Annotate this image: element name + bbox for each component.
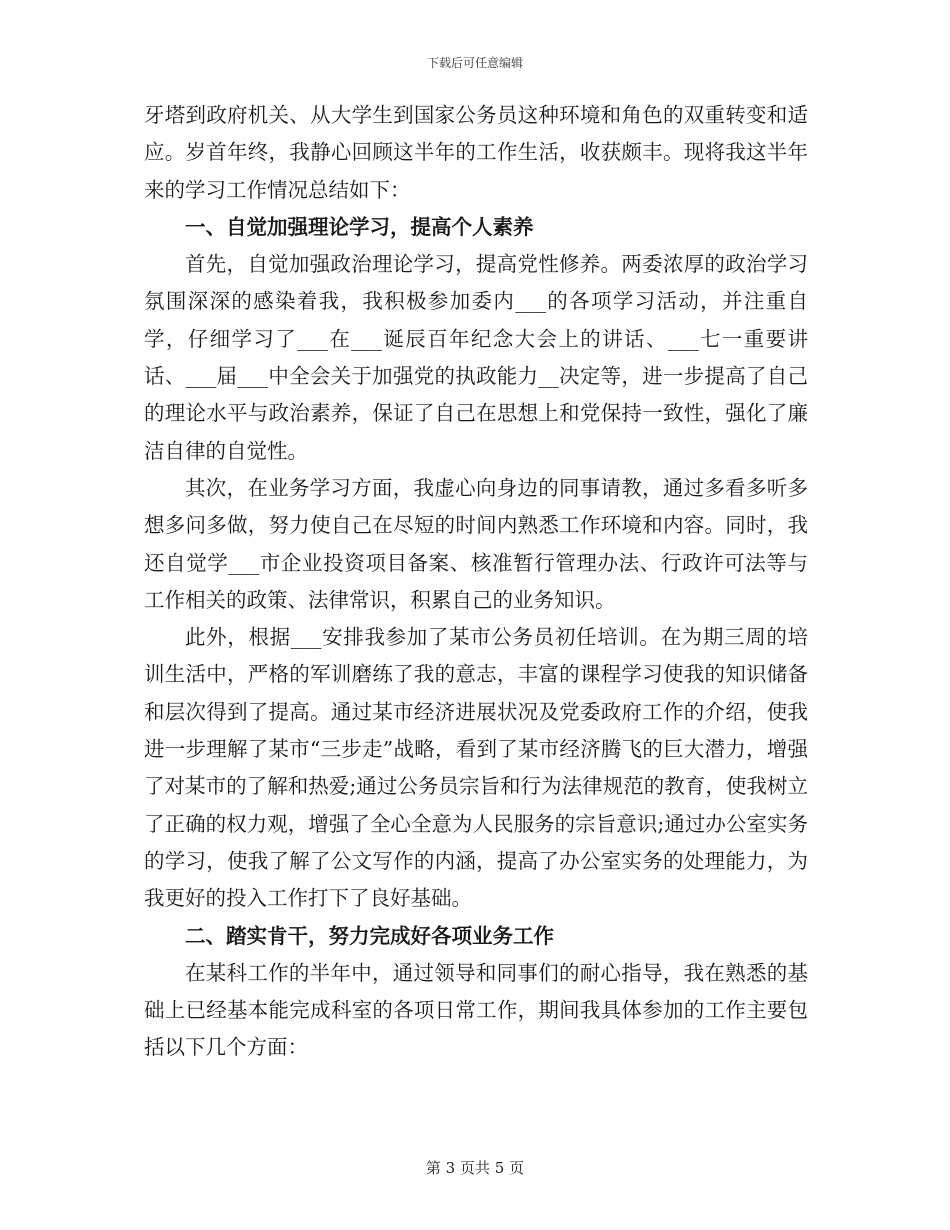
paragraph-political-study: 首先，自觉加强政治理论学习，提高党性修养。两委浓厚的政治学习氛围深深的感染着我，我积极参加委内___的各项学习活动，并注重自学，仔细学习了___在___诞辰百年纪念大会上的讲话、___七一重要讲话、___届___中全会关于加强党的执政能力__决定等，进一步提高了自己的理论水平与政治素养，保证了自己在思想上和党保持一致性，强化了廉洁自律的自觉性。 <box>144 252 808 463</box>
section-heading-2: 二、踏实肯干，努力完成好各项业务工作 <box>185 923 554 948</box>
header-note: 下载后可任意编辑 <box>426 56 523 70</box>
paragraph-continuation: 牙塔到政府机关、从大学生到国家公务员这种环境和角色的双重转变和适应。岁首年终，我静心回顾这半年的工作生活，收获颇丰。现将我这半年来的学习工作情况总结如下： <box>144 103 808 202</box>
section-heading-1: 一、自觉加强理论学习，提高个人素养 <box>185 214 534 239</box>
paragraph-work-intro: 在某科工作的半年中，通过领导和同事们的耐心指导，我在熟悉的基础上已经基本能完成科室的各项日常工作，期间我具体参加的工作主要包括以下几个方面： <box>144 960 808 1060</box>
paragraph-business-study: 其次，在业务学习方面，我虚心向身边的同事请教，通过多看多听多想多问多做，努力使自己在尽短的时间内熟悉工作环境和内容。同时，我还自觉学___市企业投资项目备案、核准暂行管理办法、行政许可法等与工作相关的政策、法律常识，积累自己的业务知识。 <box>144 475 808 612</box>
document-body <box>144 97 808 1067</box>
paragraph-training: 此外，根据___安排我参加了某市公务员初任培训。在为期三周的培训生活中，严格的军训磨练了我的意志，丰富的课程学习使我的知识储备和层次得到了提高。通过某市经济进展状况及党委政府工作的介绍，使我进一步理解了某市“三步走”战略，看到了某市经济腾飞的巨大潜力，增强了对某市的了解和热爱;通过公务员宗旨和行为法律规范的教育，使我树立了正确的权力观，增强了全心全意为人民服务的宗旨意识;通过办公室实务的学习，使我了解了公文写作的内涵，提高了办公室实务的处理能力，为我更好的投入工作打下了良好基础。 <box>144 625 808 911</box>
page-number: 第 3 页共 5 页 <box>425 1159 525 1177</box>
